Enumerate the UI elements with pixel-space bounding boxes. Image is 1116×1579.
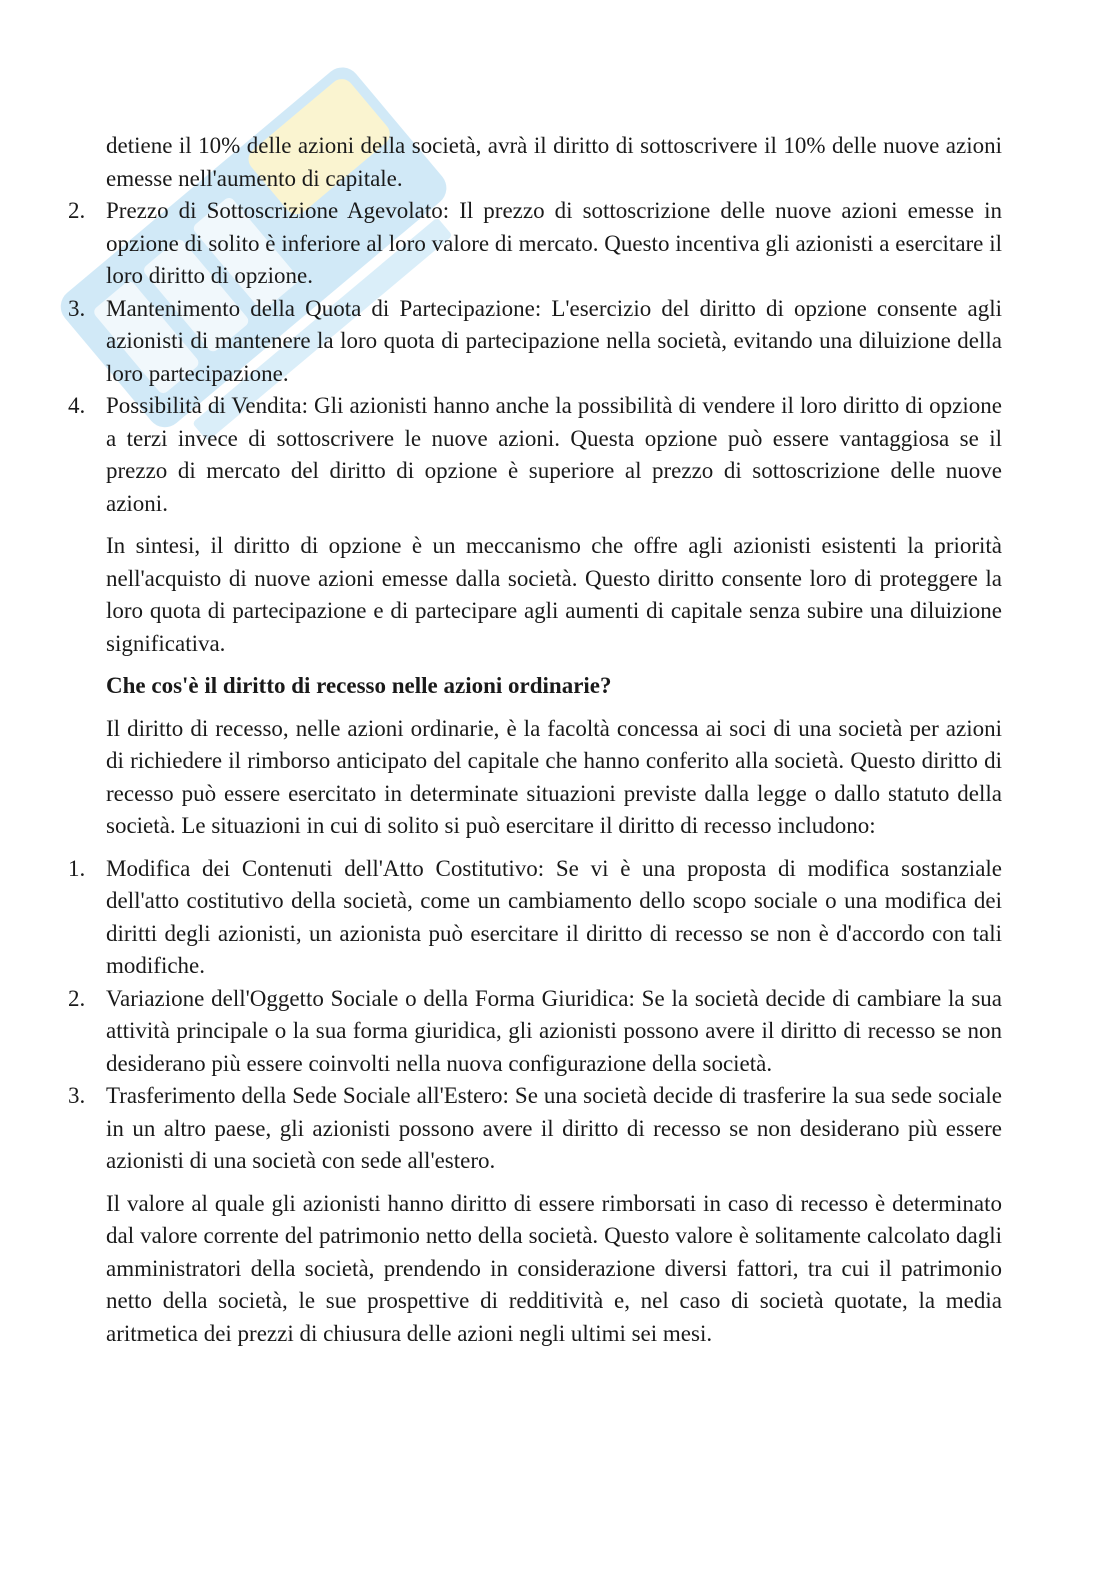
summary-paragraph: In sintesi, il diritto di opzione è un meccanismo che offre agli azionisti esistenti la priorità nell'acquisto di nuove azioni emesse dalla società. Questo diritto consente loro di proteggere la loro quota di partecipazione e di partecipare agli aumenti di capitale senza subire una diluizione significativa. (106, 533, 1002, 656)
continuation-paragraph: detiene il 10% delle azioni della società, avrà il diritto di sottoscrivere il 10% delle nuove azioni emesse nell'aumento di capitale. (106, 133, 1002, 191)
list-number: 1. (68, 855, 86, 881)
intro-paragraph: Il diritto di recesso, nelle azioni ordinarie, è la facoltà concessa ai soci di una società per azioni di richiedere il rimborso anticipato del capitale che hanno conferito alla società. Questo diritto di recesso può essere esercitato in determinate situazioni previste dalla legge o dallo statuto della società. Le situazioni in cui di solito si può esercitare il diritto di recesso includono: (106, 715, 1002, 838)
document-body (68, 130, 1002, 1360)
option-rights-list (68, 195, 1002, 520)
closing-paragraph: Il valore al quale gli azionisti hanno diritto di essere rimborsati in caso di recesso è determinato dal valore corrente del patrimonio netto della società. Questo valore è solitamente calcolato dagli amministratori della società, prendendo in considerazione diversi fattori, tra cui il patrimonio netto della società, le sue prospettive di redditività e, nel caso di società quotate, la media aritmetica dei prezzi di chiusura delle azioni negli ultimi sei mesi. (106, 1190, 1002, 1346)
list-number: 2. (68, 985, 86, 1011)
list-item-text: Possibilità di Vendita: Gli azionisti hanno anche la possibilità di vendere il loro diritto di opzione a terzi invece di sottoscrivere le nuove azioni. Questa opzione può essere vantaggiosa se il prezzo di mercato del diritto di opzione è superiore al prezzo di sottoscrizione delle nuove azioni. (106, 393, 1002, 516)
list-item (68, 853, 1002, 983)
list-item-text: Modifica dei Contenuti dell'Atto Costitutivo: Se vi è una proposta di modifica sostanziale dell'atto costitutivo della società, come un cambiamento dello scopo sociale o una modifica dei diritti degli azionisti, un azionista può esercitare il diritto di recesso se non è d'accordo con tali modifiche. (106, 855, 1002, 978)
list-number: 3. (68, 1083, 86, 1108)
list-item (68, 195, 1002, 293)
list-item-text: Mantenimento della Quota di Partecipazione: L'esercizio del diritto di opzione consente agli azionisti di mantenere la loro quota di partecipazione nella società, evitando una diluizione della loro partecipazione. (106, 295, 1002, 386)
list-item (68, 983, 1002, 1081)
list-number: 4. (68, 393, 86, 418)
list-item (68, 1080, 1002, 1178)
list-item (68, 390, 1002, 520)
list-number: 3. (68, 295, 86, 321)
list-item-text: Trasferimento della Sede Sociale all'Estero: Se una società decide di trasferire la sua sede sociale in un altro paese, gli azionisti possono avere il diritto di recesso se non desiderano più essere azionisti di una società con sede all'estero. (106, 1083, 1002, 1173)
list-item-text: Variazione dell'Oggetto Sociale o della Forma Giuridica: Se la società decide di cambiare la sua attività principale o la sua forma giuridica, gli azionisti possono avere il diritto di recesso se non desiderano più essere coinvolti nella nuova configurazione della società. (106, 985, 1002, 1076)
list-number: 2. (68, 198, 86, 223)
section-heading: Che cos'è il diritto di recesso nelle azioni ordinarie? (106, 673, 612, 698)
withdrawal-situations-list (68, 853, 1002, 1178)
list-item-text: Prezzo di Sottoscrizione Agevolato: Il prezzo di sottoscrizione delle nuove azioni emesse in opzione di solito è inferiore al loro valore di mercato. Questo incentiva gli azionisti a esercitare il loro diritto di opzione. (106, 198, 1002, 288)
list-item (68, 293, 1002, 391)
